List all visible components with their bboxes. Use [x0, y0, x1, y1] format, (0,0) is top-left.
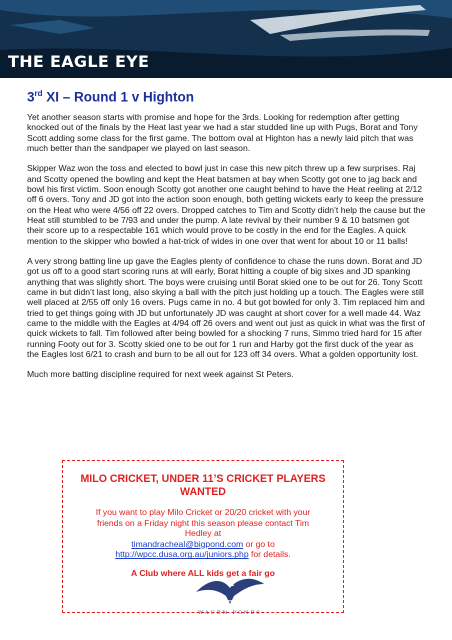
paragraph: Yet another season starts with promise and hope for the 3rds. Looking for redemption after getting knocked out of the finals by the Heat last year we had a star studded line up with Pugs, Borat and Tony Scott adding some class for the first game. The bottom oval at Highton has a newly laid pitch that was much better than the sandpaper we played on last season.	[27, 112, 418, 153]
heading-ordinal-suffix: rd	[34, 89, 43, 98]
promo-body	[63, 507, 343, 560]
promo-mid: or go to	[245, 538, 275, 549]
promo-url-link[interactable]: http://wpcc.dusa.org.au/juniors.php	[115, 549, 249, 560]
club-logo	[194, 570, 266, 626]
paragraph: A very strong batting line up gave the Eagles plenty of confidence to chase the runs down. Borat and JD got us off to a good start scoring runs at will early, Borat hitting a couple of big sixes and JD spanking anything that was slightly short. The boys were cruising until Borat skied one to be out for 26. Tony Scott came in but didn’t last long, also skying a ball with the pitch just holding up a touch. The Eagles were still well placed at 2/55 off only 16 overs. Pugs came in no. 4 but got bowled for only 3. Tim replaced him and tried to get things going with JD but unfortunately JD was caught at short cover for a well made 44. Waz came to the middle with the Eagles at 4/94 off 26 overs and went out just as quick in what was the first of quick wickets to fall. Tim followed after being bowled for a shocking 7 runs, Simmo tried hard for 15 after running Footy out for 3. Scotty skied one to be out for 1 run and Harby got the first duck of the year as the Eagles lost 6/21 to crash and burn to be all out for 123 off 34 overs. What a golden opportunity lost.	[27, 256, 425, 359]
heading-ordinal-number: 3	[27, 89, 35, 105]
header-banner	[0, 0, 452, 78]
promo-email-link[interactable]: timandracheal@bigpond.com	[131, 538, 244, 549]
promo-footer: A Club where ALL kids get a fair go	[131, 567, 275, 578]
article-body	[27, 112, 427, 390]
paragraph: Skipper Waz won the toss and elected to bowl just in case this new pitch threw up a few surprises. Raj and Scotty opened the bowling and kept the Heat batsmen at bay when Scotty got one to jag back and bowl his first victim. Soon enough Scotty got another one caught behind to have the Heat reeling at 2/12 off 6 overs. Tony and JD got into the action soon enough, both getting wickets early to keep the pressure on the Heat who were 4/56 off 22 overs. Dropped catches to Tim and Scotty didn’t help the cause but the Heat still stumbled to be 7/93 and under the pump. A late revival by their number 9 & 10 batsmen got their score up to a respectable 161 which would prove to be costly in the end for the Eagles. A quick mention to the skipper who bowled a hat-trick of wides in one over that went for about 10 or 11 balls!	[27, 163, 426, 246]
heading-text: XI – Round 1 v Highton	[42, 89, 195, 105]
newsletter-title: THE EAGLE EYE	[8, 52, 150, 71]
eagle-logo-icon	[194, 570, 266, 610]
logo-wordmark: WAURN PONDS	[198, 610, 262, 616]
promo-intro: If you want to play Milo Cricket or 20/20 cricket with your friends on a Friday night this season please contact Tim Hedley at	[95, 507, 311, 539]
article-heading	[27, 89, 194, 105]
promo-end: for details.	[251, 549, 291, 560]
promo-title: MILO CRICKET, UNDER 11’S CRICKET PLAYERS WANTED	[80, 473, 326, 498]
paragraph: Much more batting discipline required for next week against St Peters.	[27, 369, 294, 380]
